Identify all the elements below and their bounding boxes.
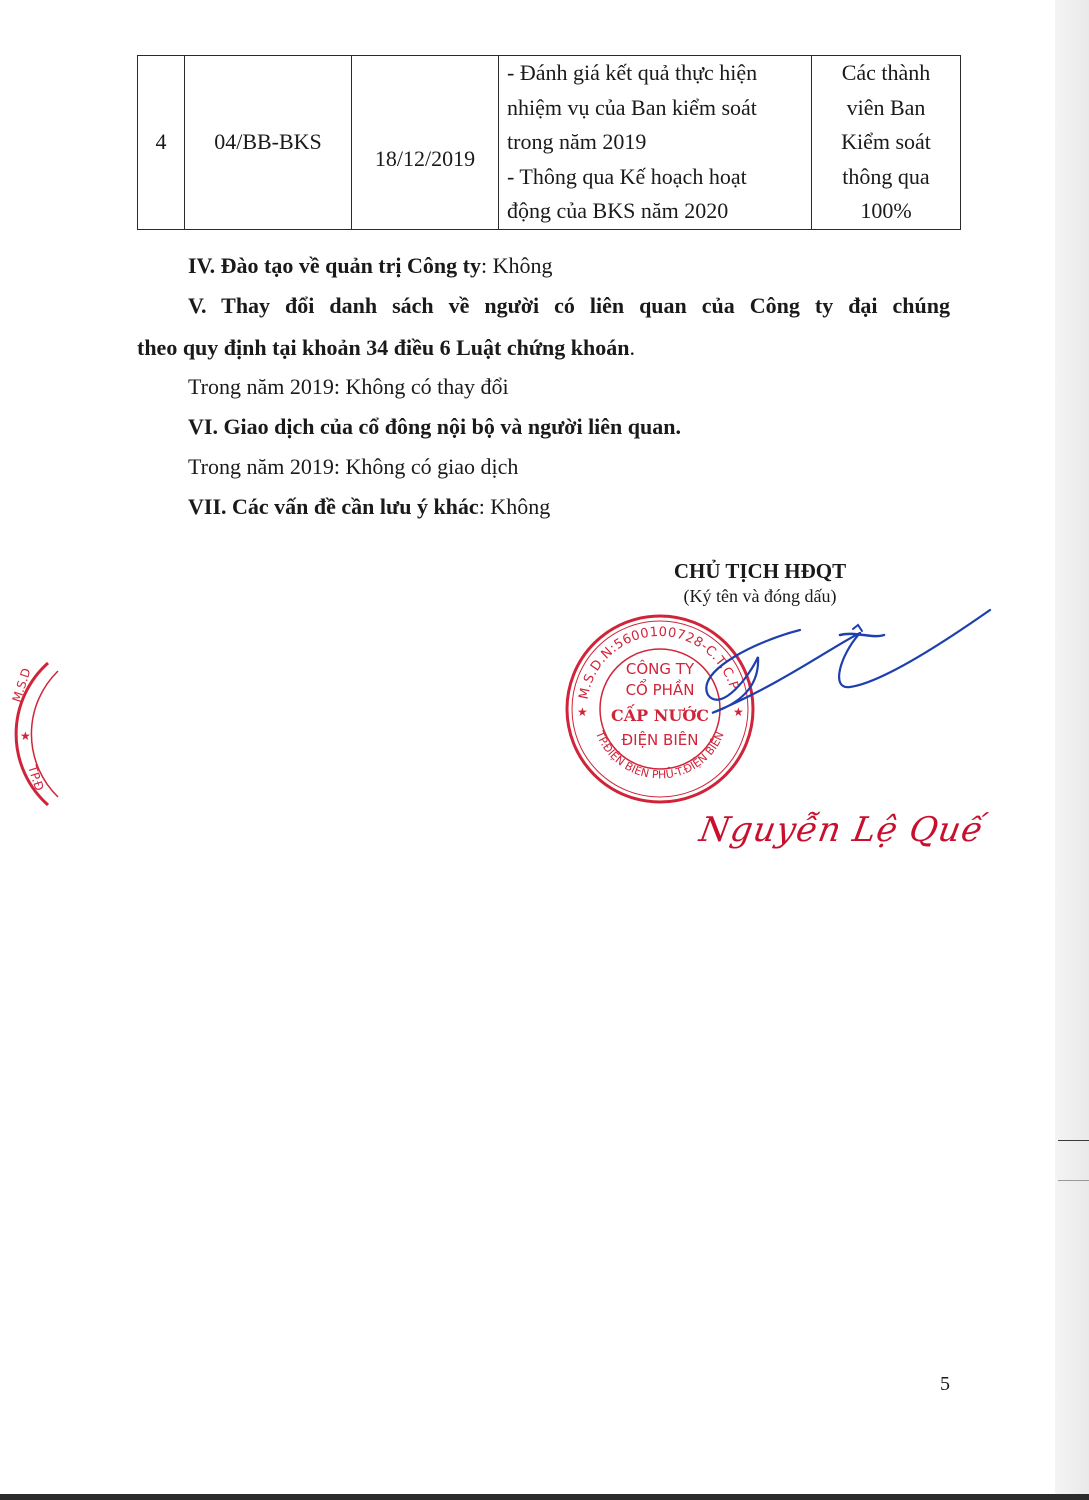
section-vii-value: : Không xyxy=(478,494,551,519)
section-vi-body: Trong năm 2019: Không có giao dịch xyxy=(188,454,519,479)
cell-content xyxy=(499,56,812,230)
signature-title: CHỦ TỊCH HĐQT xyxy=(673,559,847,583)
section-vi-heading xyxy=(188,412,681,442)
content-line: nhiệm vụ của Ban kiểm soát xyxy=(507,94,757,120)
scan-artifact-line xyxy=(1058,1180,1089,1181)
section-v-heading-text: V. Thay đổi danh sách về người có liên quan của Công ty đại chúng xyxy=(188,293,950,318)
scan-artifact-line xyxy=(1058,1140,1089,1141)
cell-result xyxy=(812,56,961,230)
scan-bottom-edge xyxy=(0,1494,1089,1500)
section-v-heading-text2: theo quy định tại khoản 34 điều 6 Luật chứng khoán xyxy=(137,335,630,360)
section-iv-value: : Không xyxy=(480,253,553,278)
section-vii xyxy=(188,492,550,522)
cell-doc-number: 04/BB-BKS xyxy=(185,56,352,230)
seal-bottom-text: TP.ĐIỆN BIÊN PHỦ-T.ĐIỆN BIÊN xyxy=(593,729,727,782)
scan-page-edge xyxy=(1055,0,1089,1500)
section-v-heading-line1 xyxy=(188,291,950,321)
meeting-minutes-table xyxy=(137,55,961,230)
cell-date: 18/12/2019 xyxy=(352,90,499,229)
cell-date-top xyxy=(352,56,499,91)
section-v-body: Trong năm 2019: Không có thay đổi xyxy=(188,374,509,399)
partial-seal-star: ★ xyxy=(20,729,31,743)
content-line: - Thông qua Kế hoạch hoạt xyxy=(507,163,747,189)
partial-seal-text: M.S.D xyxy=(9,666,34,704)
section-vii-heading: VII. Các vấn đề cần lưu ý khác xyxy=(188,494,479,519)
cell-row-number: 4 xyxy=(138,56,185,230)
section-v-period: . xyxy=(629,335,635,360)
seal-line-1: CÔNG TY xyxy=(625,660,695,678)
section-v-heading-line2 xyxy=(137,333,635,363)
seal-line-4: ĐIỆN BIÊN xyxy=(621,731,699,749)
seal-line-2: CỔ PHẦN xyxy=(625,681,695,699)
result-line: 100% xyxy=(860,198,912,223)
section-vi-heading-text: VI. Giao dịch của cổ đông nội bộ và người liên quan. xyxy=(188,414,682,439)
table-row xyxy=(138,56,961,91)
section-iv-heading: IV. Đào tạo về quản trị Công ty xyxy=(188,253,481,278)
result-line: Các thành xyxy=(841,60,931,85)
partial-seal-text: TP.Đ xyxy=(25,763,47,793)
result-line: viên Ban xyxy=(846,94,926,120)
seal-star-left: ★ xyxy=(577,705,588,719)
seal-line-3: CẤP NƯỚC xyxy=(611,706,709,725)
result-line: Kiểm soát xyxy=(841,129,931,154)
content-line: trong năm 2019 xyxy=(507,129,647,154)
content-line: - Đánh giá kết quả thực hiện xyxy=(507,60,758,85)
signer-name: Nguyễn Lệ Quế xyxy=(696,810,987,850)
partial-seal-stamp xyxy=(0,655,60,815)
signature-note: (Ký tên và đóng dấu) xyxy=(683,586,837,606)
handwritten-signature xyxy=(640,595,1010,715)
content-line: động của BKS năm 2020 xyxy=(507,198,729,223)
section-iv xyxy=(188,251,552,281)
page-number: 5 xyxy=(940,1373,950,1395)
seal-star-right: ★ xyxy=(733,705,744,719)
seal-ring-text: M.S.D.N:5600100728-C.T.C.P xyxy=(576,624,742,701)
result-line: thông qua xyxy=(842,163,930,189)
